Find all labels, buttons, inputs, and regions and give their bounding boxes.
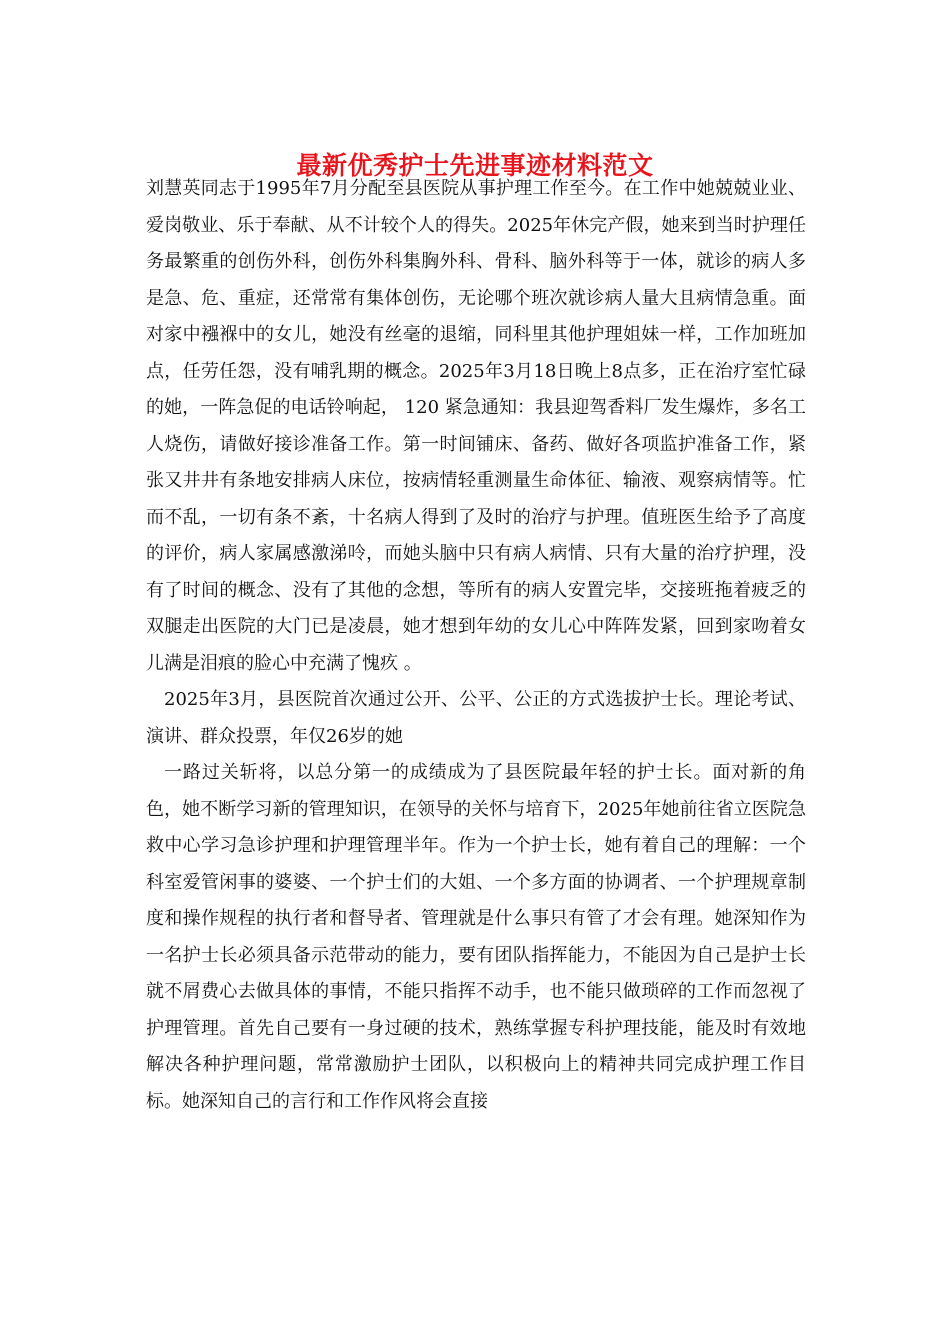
paragraph-1: 刘慧英同志于1995年7月分配至县医院从事护理工作至今。在工作中她兢兢业业、爱岗敬业、乐于奉献、从不计较个人的得失。2025年休完产假，她来到当时护理任务最繁重的创伤外科，创伤外科集胸外科、骨科、脑外科等于一体，就诊的病人多是急、危、重症，还常常有集体创伤，无论哪个班次就诊病人量大且病情急重。面对家中襁褓中的女儿，她没有丝毫的退缩，同科里其他护理姐妹一样，工作加班加点，任劳任怨，没有哺乳期的概念。2025年3月18日晚上8点多，正在治疗室忙碌的她，一阵急促的电话铃响起， 120 紧急通知：我县迎驾香料厂发生爆炸，多名工人烧伤，请做好接诊准备工作。第一时间铺床、备药、做好各项监护准备工作，紧张又井井有条地安排病人床位，按病情轻重测量生命体征、输液、观察病情等。忙而不乱，一切有条不紊，十名病人得到了及时的治疗与护理。值班医生给予了高度的评价，病人家属感激涕呤，而她头脑中只有病人病情、只有大量的治疗护理，没有了时间的概念、没有了其他的念想，等所有的病人安置完毕，交接班拖着疲乏的双腿走出医院的大门已是凌晨，她才想到年幼的女儿心中阵阵发紧，回到家吻着女儿满是泪痕的脸心中充满了愧疚 。 [146, 178, 806, 674]
document-body [146, 171, 806, 1120]
paragraph-3: 一路过关斩将，以总分第一的成绩成为了县医院最年轻的护士长。面对新的角色，她不断学习新的管理知识，在领导的关怀与培育下，2025年她前往省立医院急救中心学习急诊护理和护理管理半年。作为一个护士长，她有着自己的理解：一个科室爱管闲事的婆婆、一个护士们的大姐、一个多方面的协调者、一个护理规章制度和操作规程的执行者和督导者、管理就是什么事只有管了才会有理。她深知作为一名护士长必须具备示范带动的能力，要有团队指挥能力，不能因为自己是护士长就不屑费心去做具体的事情，不能只指挥不动手，也不能只做琐碎的工作而忽视了护理管理。首先自己要有一身过硬的技术，熟练掌握专科护理技能，能及时有效地解决各种护理问题，常常激励护士团队，以积极向上的精神共同完成护理工作目标。她深知自己的言行和工作作风将会直接 [146, 762, 806, 1112]
paragraph-2: 2025年3月，县医院首次通过公开、公平、公正的方式选拔护士长。理论考试、演讲、群众投票，年仅26岁的她 [146, 689, 806, 747]
document-title: 最新优秀护士先进事迹材料范文 [296, 151, 654, 180]
